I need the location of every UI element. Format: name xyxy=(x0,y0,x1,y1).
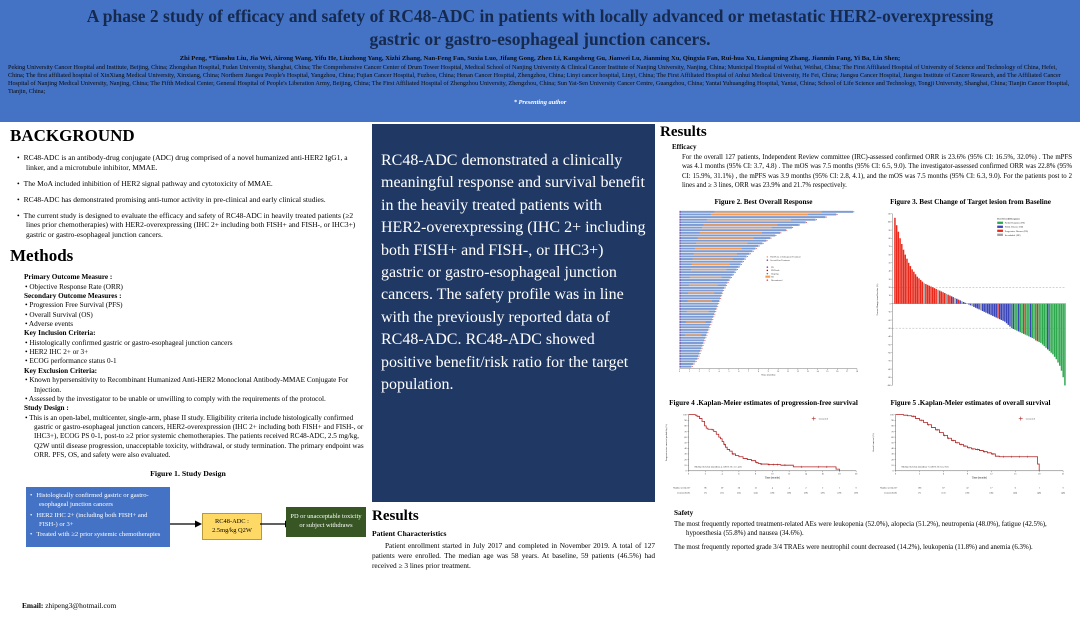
svg-text:90: 90 xyxy=(683,419,687,422)
methods-item xyxy=(24,292,366,301)
svg-text:Progressive Disease (PD): Progressive Disease (PD) xyxy=(1004,230,1028,233)
svg-text:Time (months): Time (months) xyxy=(760,372,775,376)
svg-text:10: 10 xyxy=(776,370,779,373)
methods-item-text: Key Exclusion Criteria: xyxy=(24,366,98,375)
svg-text:(24): (24) xyxy=(753,491,757,494)
methods-item xyxy=(29,348,366,357)
svg-text:-30: -30 xyxy=(887,327,891,330)
methods-item xyxy=(29,376,366,395)
svg-text:90: 90 xyxy=(888,229,891,232)
figure3-panel xyxy=(867,193,1074,394)
safety-paragraph-2: The most frequently reported grade 3/4 TRAEs were neutrophil count decreased (14.2%), leukopenia (11.8%) and anemia (6.3%). xyxy=(674,543,1033,551)
svg-text:60: 60 xyxy=(888,253,891,256)
email-label: Email: xyxy=(22,601,44,610)
svg-text:Number at risk: Number at risk xyxy=(672,487,687,490)
svg-text:(0): (0) xyxy=(686,491,690,494)
svg-text:0: 0 xyxy=(678,370,680,373)
svg-text:Best Overall Response: Best Overall Response xyxy=(996,216,1020,220)
svg-text:20: 20 xyxy=(890,458,894,461)
svg-text:-90: -90 xyxy=(887,376,891,379)
svg-text:-100: -100 xyxy=(886,384,891,387)
figure4-km-chart xyxy=(663,409,865,505)
svg-text:70: 70 xyxy=(683,430,687,433)
svg-text:30: 30 xyxy=(888,278,891,281)
svg-text:Stable Disease (SD): Stable Disease (SD) xyxy=(1004,226,1023,229)
svg-text:6: 6 xyxy=(737,370,739,373)
svg-text:9: 9 xyxy=(767,370,769,373)
svg-text:-50: -50 xyxy=(887,343,891,346)
svg-text:Partial Response (PR): Partial Response (PR) xyxy=(1004,222,1025,225)
svg-text:Time (months): Time (months) xyxy=(764,475,780,479)
svg-text:15: 15 xyxy=(825,370,828,373)
svg-text:SD: SD xyxy=(770,276,774,279)
bullet-glyph: • xyxy=(30,492,33,500)
svg-text:0: 0 xyxy=(892,470,894,473)
svg-text:30: 30 xyxy=(890,453,894,456)
endpoint-box: PD or unacceptable toxicity or subject withdraws xyxy=(286,507,366,536)
svg-text:80: 80 xyxy=(683,425,687,428)
svg-text:(29): (29) xyxy=(803,491,808,494)
affiliations: Peking University Cancer Hospital and Institute, Beijing, China; Zhongshan Hospital, Fudan University, Shanghai, China; The Comprehensive Cancer Center of Drum Tower Hospital, Medical School of Nanjing University & Clinical Cancer Institute of Nanjing University, Nanjing, China; Municipal Hospital of Weihai, Weihai, China; The First Affiliated Hospital of University of Science and Technology of China, Hefei, China; The first affiliated hospital of XinXiang Medical University, Xinxiang, China; Northern Jiangsu People's Hospital, Yangzhou, China; Fujian Cancer Hospital, Fuzhou, China; Henan Cancer Hospital, Zhengzhou, China; Linyi cancer hospital, Linyi, China; The First Affiliated Hospital of Anhui Medical University, He Fei, China; Jiangsu Cancer Hospital, Jiangsu Institute of Cancer Research, and The Affiliated Cancer Hospital of Nanjing Medical University, Nanjing, China; The Fifth Medical Center, General Hospital of People's Liberation Army, Beijing, China; The First Affiliated Hospital of Zhengzhou University, Zhengzhou, China; Sun Yat-Sen University Cancer Centre, Guangzhou, China; Yantai Yuhuangding Hospital, Yantai, China; School of Life Science and Technology, Tongji University, Shanghai, China; Tianjin Cancer Hospital, Tianjin, China; xyxy=(8,63,1070,95)
presenting-author-note: * Presenting author xyxy=(513,98,567,106)
svg-text:20: 20 xyxy=(854,473,857,476)
methods-item-text: Primary Outcome Measure : xyxy=(24,273,113,282)
svg-text:20: 20 xyxy=(888,286,891,289)
svg-text:50: 50 xyxy=(890,442,894,445)
eligibility-bullet xyxy=(30,531,166,540)
svg-text:Percent Change from Baseline (: Percent Change from Baseline (%) xyxy=(876,283,879,315)
svg-text:3: 3 xyxy=(708,370,710,373)
methods-item-text: HER2 IHC 2+ or 3+ xyxy=(29,348,89,357)
svg-text:-60: -60 xyxy=(887,351,891,354)
svg-text:100: 100 xyxy=(889,413,894,416)
svg-text:17: 17 xyxy=(989,487,992,490)
svg-text:16: 16 xyxy=(821,473,824,476)
figure1-caption: Figure 1. Study Design xyxy=(150,469,226,479)
background-heading: BACKGROUND xyxy=(10,126,135,145)
svg-text:Discontinued: Discontinued xyxy=(770,279,782,282)
svg-text:(29): (29) xyxy=(853,491,858,494)
methods-item xyxy=(28,394,366,404)
conclusion-box: RC48-ADC demonstrated a clinically meaningful response and survival benefit in the heavily treated patients with HER2-overexpressing (IHC 2+ including both FISH+ and FISH-, or IHC3+) gastric or gastro-esophageal junction cancers. The safety profile was in line with the previously reported data of RC48-ADC. RC48-ADC showed positive benefit/risk ratio for the target population. xyxy=(372,124,655,502)
svg-text:-20: -20 xyxy=(887,319,891,322)
svg-text:13: 13 xyxy=(806,370,809,373)
methods-item-text: Adverse events xyxy=(28,320,74,329)
bullet-item xyxy=(17,194,364,205)
svg-text:50: 50 xyxy=(888,262,891,265)
svg-text:10: 10 xyxy=(770,473,774,476)
svg-text:1: 1 xyxy=(838,487,840,490)
methods-item-text: This is an open-label, multicenter, single-arm, phase II study. Eligibility criteria include histologically confirmed gastric or gastro-esophageal junction cancers, HER2-overexpression (IHC 2+ including both FISH+ and FISH-, or IHC3+), ECOG PS 0-1, post-to ≥2 prior systemic chemotherapies. The patients received RC48-ADC, 2.5 mg/kg, Q2W until disease progression, unacceptable toxicity, withdrawal, or study termination. The primary endpoint was ORR. PFS, OS, and safety were also evaluated. xyxy=(29,413,364,460)
svg-text:40: 40 xyxy=(888,270,891,273)
svg-text:(23): (23) xyxy=(736,491,741,494)
svg-text:30: 30 xyxy=(683,453,687,456)
svg-text:0: 0 xyxy=(855,487,857,490)
svg-text:(censored): (censored) xyxy=(883,491,894,494)
svg-text:(censored): (censored) xyxy=(676,491,687,494)
methods-item-text: Assessed by the investigator to be unable or unwilling to comply with the requirements of the protocol. xyxy=(28,394,326,403)
methods-heading: Methods xyxy=(10,246,74,266)
bullet-text: RC48-ADC is an antibody-drug conjugate (ADC) drug comprised of a novel humanized anti-HER2 IgG1, a linker, and a microtubule inhibitor, MMAE. xyxy=(23,153,348,172)
svg-text:15: 15 xyxy=(1013,473,1016,476)
svg-text:2: 2 xyxy=(704,473,706,476)
background-bullets xyxy=(10,153,366,240)
svg-text:2: 2 xyxy=(804,487,806,490)
svg-text:18: 18 xyxy=(855,370,858,373)
svg-text:20: 20 xyxy=(683,458,687,461)
figure4-panel xyxy=(660,394,867,505)
svg-text:4: 4 xyxy=(721,473,723,476)
methods-item xyxy=(29,338,366,348)
svg-text:26: 26 xyxy=(737,487,740,490)
patient-characteristics-heading: Patient Characteristics xyxy=(372,529,447,538)
svg-text:0: 0 xyxy=(1062,487,1064,490)
bullet-text: RC48-ADC has demonstrated promising anti-tumor activity in pre-clinical and early clinical studies. xyxy=(23,194,326,204)
figure2-caption: Figure 2. Best Overall Response xyxy=(714,197,813,206)
svg-text:Median Survival (months): 4.1: Median Survival (months): 4.1 (95% CI: 3.7, 4.8) xyxy=(694,464,741,468)
results-right-heading: Results xyxy=(660,124,707,140)
svg-text:Median Survival (months): 7.5: Median Survival (months): 7.5 (95% CI: 6.5, 9.0) xyxy=(901,464,948,468)
svg-text:4: 4 xyxy=(788,487,790,490)
svg-text:110: 110 xyxy=(887,212,891,215)
svg-text:0: 0 xyxy=(889,302,891,305)
figure3-caption: Figure 3. Best Change of Target lesion from Baseline xyxy=(890,197,1051,206)
svg-text:21: 21 xyxy=(1061,473,1064,476)
svg-text:127: 127 xyxy=(686,487,690,490)
right-column xyxy=(660,124,1074,556)
svg-text:0: 0 xyxy=(687,473,689,476)
svg-text:0: 0 xyxy=(894,473,896,476)
svg-text:6: 6 xyxy=(1014,487,1016,490)
svg-text:80: 80 xyxy=(890,425,894,428)
svg-text:4: 4 xyxy=(771,487,773,490)
svg-text:60: 60 xyxy=(890,436,894,439)
svg-text:(7): (7) xyxy=(703,491,707,494)
svg-text:100: 100 xyxy=(887,221,891,224)
methods-item xyxy=(29,310,366,320)
svg-text:7: 7 xyxy=(747,370,749,373)
svg-text:96: 96 xyxy=(703,487,706,490)
svg-text:10: 10 xyxy=(683,464,687,467)
bullet-item xyxy=(17,153,364,173)
svg-text:Censored: Censored xyxy=(1025,417,1035,421)
bullet-text: The current study is designed to evaluate the efficacy and safety of RC48-ADC in heavily treated patients (≥2 lines prior chemotherapies) with HER2-overexpressing (IHC 2+ including both FISH+ and FISH-, or IHC3+) gastric or gastro-esophageal junction cancers. xyxy=(23,210,356,240)
bullet-glyph: • xyxy=(17,178,20,188)
svg-text:Number at risk: Number at risk xyxy=(879,487,894,490)
svg-text:50: 50 xyxy=(683,442,687,445)
svg-text:(29): (29) xyxy=(820,491,825,494)
bullet-item xyxy=(17,210,364,241)
svg-text:(29): (29) xyxy=(837,491,841,494)
safety-section xyxy=(674,509,1070,553)
methods-item xyxy=(29,413,366,461)
svg-text:40: 40 xyxy=(890,447,894,450)
svg-text:(7): (7) xyxy=(917,491,921,494)
figure3-waterfall-chart xyxy=(872,208,1070,394)
methods-item xyxy=(24,273,366,282)
methods-item xyxy=(29,282,366,292)
svg-text:10: 10 xyxy=(888,294,891,297)
svg-text:14: 14 xyxy=(804,473,807,476)
svg-text:80: 80 xyxy=(888,237,891,240)
svg-text:Censored: Censored xyxy=(818,417,828,421)
methods-item xyxy=(24,329,366,338)
svg-text:8: 8 xyxy=(754,473,756,476)
svg-text:6: 6 xyxy=(942,473,944,476)
svg-text:Progression free survival prob: Progression free survival probability (%) xyxy=(665,423,668,461)
authors-line: Zhi Peng, *Tianshu Liu, Jia Wei, Airong Wang, Yifu He, Liuzhong Yang, Xizhi Zhang, Nan-Feng Fan, Suxia Luo, Jifang Gong, Zhen Li, Kangsheng Gu, Jianwei Lu, Jianming Xu, Qingxia Fan, Rui-hua Xu, Liangming Zhang, Jianmin Fang, Yi Ba, Lin Shen; xyxy=(179,54,901,62)
svg-text:2: 2 xyxy=(698,370,700,373)
svg-text:18: 18 xyxy=(1037,473,1040,476)
svg-text:5: 5 xyxy=(727,370,729,373)
svg-text:(28): (28) xyxy=(786,491,791,494)
bullet-glyph: • xyxy=(17,210,20,220)
methods-item xyxy=(28,320,366,329)
svg-text:16: 16 xyxy=(835,370,838,373)
header-band xyxy=(0,0,1080,122)
svg-text:-70: -70 xyxy=(887,360,891,363)
svg-text:13: 13 xyxy=(753,487,757,490)
svg-text:70: 70 xyxy=(890,430,894,433)
methods-item xyxy=(24,367,366,376)
methods-item-text: Progression Free Survival (PFS) xyxy=(29,301,123,310)
eligibility-box xyxy=(26,487,170,547)
efficacy-text: For the overall 127 patients, Independent Review committee (IRC)-assessed confirmed ORR is 23.6% (95% CI: 16.5%, 32.0%) . The mPFS was 4.1 months (95% CI: 3.7, 4.8) . The mOS was 7.5 months (95% CI: 6.5, 9.0). The investigator-assessed confirmed ORR was 22.8% (95% CI: 15.9%, 31.1%) , the mPFS was 3.9 months (95% CI: 2.8, 4.1), and the mOS was 7.5 months (95% CI: 6.3, 9.0). For the patients post to 2 lines and ≥ 3 lines, ORR was 23.9% and 21.7% respectively. xyxy=(682,154,1072,190)
eligibility-bullet xyxy=(30,511,166,529)
svg-text:10: 10 xyxy=(890,464,894,467)
figure5-panel xyxy=(867,394,1074,505)
svg-text:6: 6 xyxy=(737,473,739,476)
svg-text:Overall survival (%): Overall survival (%) xyxy=(872,432,875,452)
svg-text:-40: -40 xyxy=(887,335,891,338)
figures-row-2 xyxy=(660,394,1074,505)
svg-text:39: 39 xyxy=(720,487,723,490)
svg-text:3: 3 xyxy=(918,473,920,476)
figure2-swimmer-chart xyxy=(665,208,863,394)
svg-text:-10: -10 xyxy=(887,311,891,314)
svg-text:90: 90 xyxy=(890,419,894,422)
email-value: zhipeng3@hotmail.com xyxy=(43,601,117,610)
bullet-glyph: • xyxy=(30,531,33,539)
svg-text:4: 4 xyxy=(717,370,720,373)
svg-text:Third-Line or Subsequent Treat: Third-Line or Subsequent Treatment xyxy=(769,256,801,259)
methods-item-text: Known hypersensitivity to Recombinant Humanized Anti-HER2 Monoclonal Antibody-MMAE Conjugate For Injection. xyxy=(29,376,349,394)
methods-item-text: Overall Survival (OS) xyxy=(29,310,93,319)
left-column xyxy=(10,124,366,577)
svg-text:Time (months): Time (months) xyxy=(971,475,987,479)
bullet-item xyxy=(17,178,364,189)
svg-text:PR: PR xyxy=(770,266,774,269)
svg-text:12: 12 xyxy=(989,473,992,476)
eligibility-bullet xyxy=(30,492,166,509)
methods-item xyxy=(29,357,366,366)
svg-text:14: 14 xyxy=(816,370,819,373)
svg-text:11: 11 xyxy=(786,370,789,373)
svg-text:18: 18 xyxy=(837,473,841,476)
svg-text:Second-Line Treatment: Second-Line Treatment xyxy=(769,259,790,262)
bullet-glyph: • xyxy=(17,153,20,162)
svg-text:2: 2 xyxy=(821,487,823,490)
svg-text:1: 1 xyxy=(688,370,690,373)
methods-item-text: Histologically confirmed gastric or gastro-esophageal junction cancers xyxy=(29,338,233,347)
svg-text:PD/Death: PD/Death xyxy=(770,269,779,272)
svg-text:(28): (28) xyxy=(770,491,774,494)
contact-email xyxy=(22,601,116,610)
figure5-caption: Figure 5 .Kaplan-Meier estimates of overall survival xyxy=(890,398,1051,407)
bullet-glyph: • xyxy=(30,511,33,519)
methods-item-text: Secondary Outcome Measures : xyxy=(24,291,122,300)
svg-text:(46): (46) xyxy=(1012,491,1017,494)
methods-item-text: Objective Response Rate (ORR) xyxy=(29,282,123,291)
svg-text:(48): (48) xyxy=(1036,491,1041,494)
figure5-km-chart xyxy=(870,409,1072,505)
svg-text:106: 106 xyxy=(917,487,921,490)
center-column xyxy=(372,124,655,573)
svg-text:127: 127 xyxy=(893,487,897,490)
svg-text:(0): (0) xyxy=(893,491,897,494)
study-design-diagram xyxy=(10,483,366,577)
eligibility-text: Treated with ≥2 prior systemic chemotherapies xyxy=(36,531,161,539)
eligibility-text: HER2 IHC 2+ (including both FISH+ and FISH-) or 3+ xyxy=(36,511,148,528)
svg-text:67: 67 xyxy=(941,487,945,490)
svg-text:(13): (13) xyxy=(941,491,945,494)
svg-text:(30): (30) xyxy=(965,491,969,494)
svg-text:12: 12 xyxy=(796,370,799,373)
svg-text:(36): (36) xyxy=(988,491,993,494)
safety-heading: Safety xyxy=(674,508,694,517)
svg-text:(11): (11) xyxy=(719,491,724,494)
svg-text:9: 9 xyxy=(966,473,968,476)
poster-title: A phase 2 study of efficacy and safety of RC48-ADC in patients with locally advanced or metastatic HER2-overexpressing gastric or gastro-esophageal junction cancers. xyxy=(86,6,994,49)
figure4-caption: Figure 4 .Kaplan-Meier estimates of progression-free survival xyxy=(669,398,858,407)
svg-text:32: 32 xyxy=(965,487,969,490)
svg-text:8: 8 xyxy=(757,370,759,373)
svg-text:Inevaluable (NE): Inevaluable (NE) xyxy=(1004,234,1021,237)
svg-text:100: 100 xyxy=(682,413,687,416)
svg-text:60: 60 xyxy=(683,436,687,439)
svg-text:-80: -80 xyxy=(887,368,891,371)
results-center-heading: Results xyxy=(372,508,419,524)
methods-list xyxy=(10,273,366,460)
patient-characteristics-text: Patient enrollment started in July 2017 and completed in November 2019. A total of 127 patients were enrolled. The median age was 58 years. At baseline, 59 patients (46.5%) had received ≥ 3 lines prior treatment. xyxy=(372,541,655,571)
bullet-glyph: • xyxy=(17,194,20,204)
bullet-text: The MoA included inhibition of HER2 signal pathway and cytotoxicity of MMAE. xyxy=(23,178,273,188)
svg-text:40: 40 xyxy=(683,447,687,450)
methods-item xyxy=(24,404,366,413)
methods-item-text: Key Inclusion Criteria: xyxy=(24,329,96,338)
efficacy-heading: Efficacy xyxy=(672,143,697,151)
figures-row-1 xyxy=(660,193,1074,394)
figure2-panel xyxy=(660,193,867,394)
svg-text:1: 1 xyxy=(1038,487,1040,490)
svg-text:0: 0 xyxy=(685,470,687,473)
svg-text:(48): (48) xyxy=(1060,491,1065,494)
methods-item xyxy=(29,301,366,310)
treatment-box: RC48-ADC : 2.5mg/kg Q2W xyxy=(202,513,262,540)
methods-item-text: Study Design : xyxy=(24,404,69,413)
svg-text:17: 17 xyxy=(845,370,848,373)
svg-text:70: 70 xyxy=(888,245,891,248)
svg-text:Ongoing: Ongoing xyxy=(770,272,778,275)
arrow-right-icon xyxy=(170,519,202,529)
svg-text:12: 12 xyxy=(787,473,790,476)
eligibility-text: Histologically confirmed gastric or gastro-esophageal junction cancers xyxy=(36,492,149,509)
methods-item-text: ECOG performance status 0-1 xyxy=(29,357,117,366)
safety-paragraph-1: The most frequently reported treatment-related AEs were leukopenia (52.0%), alopecia (51.2%), neutropenia (48.0%), fatigue (42.5%), hypoesthesia (55.8%) and nausea (34.6%). xyxy=(674,520,1047,538)
